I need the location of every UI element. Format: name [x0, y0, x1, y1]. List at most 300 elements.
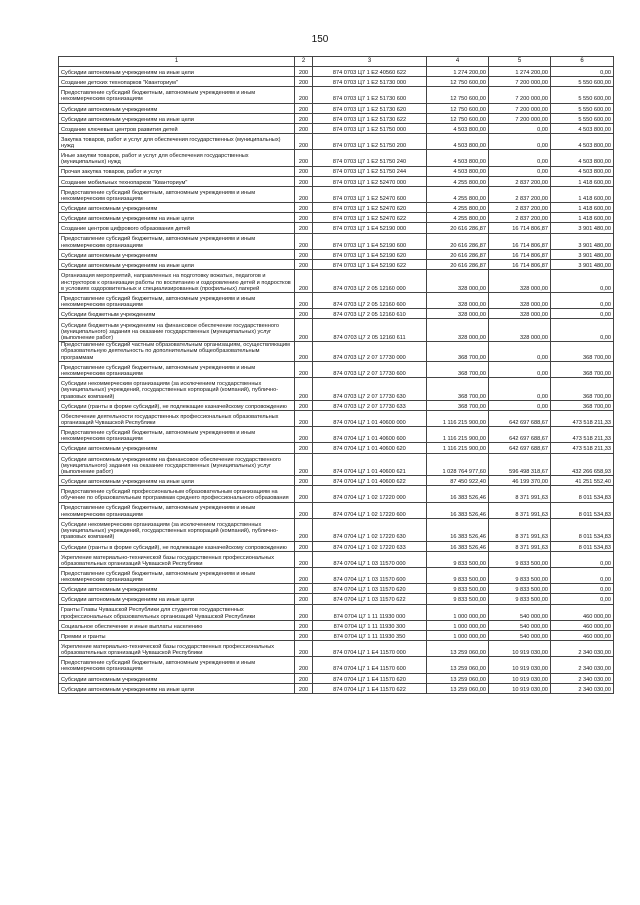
row-name-cell: Субсидии (гранты в форме субсидий), не подлежащие казначейскому сопровождению: [59, 541, 295, 551]
row-value-cell: 16 383 526,46: [427, 518, 489, 541]
row-value-cell: 200: [295, 453, 313, 476]
row-value-cell: 200: [295, 223, 313, 233]
row-value-cell: 9 833 500,00: [427, 584, 489, 594]
table-row: [59, 604, 614, 620]
row-value-cell: 368 700,00: [427, 361, 489, 377]
row-name-cell: Создание мобильных технопарков "Кванториум": [59, 176, 295, 186]
row-code-cell: 874 0703 Ц7 1 E2 51750 244: [313, 166, 427, 176]
row-value-cell: 1 418 600,00: [551, 186, 614, 202]
row-name-cell: Предоставление субсидий профессиональным образовательным организациям на обучение по образовательным программам среднего профессионального образования: [59, 486, 295, 502]
row-value-cell: 200: [295, 594, 313, 604]
row-code-cell: 874 0704 Ц7 1 01 40600 620: [313, 443, 427, 453]
row-value-cell: 13 259 060,00: [427, 657, 489, 673]
row-value-cell: 1 000 000,00: [427, 620, 489, 630]
row-value-cell: 4 503 800,00: [551, 134, 614, 150]
row-value-cell: 540 000,00: [489, 630, 551, 640]
row-value-cell: 8 371 991,63: [489, 518, 551, 541]
row-name-cell: Укрепление материально-технической базы государственных профессиональных образовательных организаций Чувашской Республики: [59, 641, 295, 657]
row-value-cell: 5 550 600,00: [551, 103, 614, 113]
row-name-cell: Создание центров цифрового образования детей: [59, 223, 295, 233]
row-value-cell: 200: [295, 427, 313, 443]
page-number: 150: [311, 34, 329, 45]
row-value-cell: 87 450 922,40: [427, 476, 489, 486]
table-row: [59, 203, 614, 213]
row-code-cell: 874 0703 Ц7 2 05 12160 610: [313, 309, 427, 319]
table-row: [59, 342, 614, 362]
row-value-cell: 0,00: [551, 292, 614, 308]
table-row: [59, 518, 614, 541]
row-name-cell: Субсидии бюджетным учреждениям на финансовое обеспечение государственного (муниципального) задания на оказание государственных (муниципальных) услуг (выполнение работ): [59, 319, 295, 342]
row-value-cell: 200: [295, 604, 313, 620]
row-value-cell: 596 498 318,67: [489, 453, 551, 476]
row-code-cell: 874 0704 Ц7 1 01 40600 621: [313, 453, 427, 476]
row-value-cell: 200: [295, 166, 313, 176]
row-name-cell: Субсидии некоммерческим организациям (за исключением государственных (муниципальных) учреждений, государственных корпораций (компаний), публично-правовых компаний): [59, 377, 295, 400]
table-row: [59, 233, 614, 249]
table-row: [59, 67, 614, 77]
row-value-cell: 1 418 600,00: [551, 203, 614, 213]
row-value-cell: 200: [295, 486, 313, 502]
row-code-cell: 874 0703 Ц7 2 07 17730 600: [313, 361, 427, 377]
table-row: [59, 641, 614, 657]
row-name-cell: Субсидии автономным учреждениям: [59, 584, 295, 594]
row-name-cell: Субсидии бюджетным учреждениям: [59, 309, 295, 319]
row-value-cell: 0,00: [551, 270, 614, 293]
row-value-cell: 473 518 211,33: [551, 410, 614, 426]
header-cell: 4: [427, 57, 489, 67]
row-value-cell: 200: [295, 103, 313, 113]
row-name-cell: Субсидии автономным учреждениям: [59, 443, 295, 453]
row-code-cell: 874 0703 Ц7 1 E2 51730 622: [313, 113, 427, 123]
row-name-cell: Субсидии автономным учреждениям на иные цели: [59, 476, 295, 486]
row-value-cell: 0,00: [551, 67, 614, 77]
row-name-cell: Предоставление субсидий бюджетным, автономным учреждениям и иным некоммерческим организациям: [59, 186, 295, 202]
row-value-cell: 1 028 764 977,60: [427, 453, 489, 476]
row-code-cell: 874 0704 Ц7 1 E4 11570 622: [313, 683, 427, 693]
row-value-cell: 200: [295, 176, 313, 186]
row-value-cell: 200: [295, 319, 313, 342]
row-value-cell: 4 255 800,00: [427, 213, 489, 223]
row-code-cell: 874 0703 Ц7 1 E2 52470 600: [313, 186, 427, 202]
row-value-cell: 1 274 200,00: [427, 67, 489, 77]
row-value-cell: 200: [295, 134, 313, 150]
table-row: [59, 249, 614, 259]
row-value-cell: 0,00: [489, 342, 551, 362]
row-code-cell: 874 0703 Ц7 2 07 17730 633: [313, 400, 427, 410]
row-value-cell: 1 116 215 900,00: [427, 427, 489, 443]
row-code-cell: 874 0704 Ц7 1 E4 11570 600: [313, 657, 427, 673]
table-row: [59, 486, 614, 502]
table-row: [59, 103, 614, 113]
row-value-cell: 9 833 500,00: [489, 584, 551, 594]
row-value-cell: 200: [295, 292, 313, 308]
row-value-cell: 200: [295, 67, 313, 77]
row-value-cell: 368 700,00: [551, 377, 614, 400]
row-value-cell: 13 259 060,00: [427, 641, 489, 657]
row-name-cell: Субсидии автономным учреждениям на иные цели: [59, 683, 295, 693]
row-value-cell: 4 503 800,00: [551, 166, 614, 176]
row-value-cell: 2 340 030,00: [551, 641, 614, 657]
row-code-cell: 874 0703 Ц7 2 07 17730 630: [313, 377, 427, 400]
row-value-cell: 368 700,00: [551, 342, 614, 362]
table-row: [59, 453, 614, 476]
row-value-cell: 200: [295, 309, 313, 319]
row-value-cell: 368 700,00: [427, 400, 489, 410]
row-name-cell: Создание детских технопарков "Кванториум": [59, 77, 295, 87]
row-value-cell: 200: [295, 213, 313, 223]
row-value-cell: 9 833 500,00: [427, 551, 489, 567]
row-value-cell: 200: [295, 541, 313, 551]
row-value-cell: 2 837 200,00: [489, 203, 551, 213]
row-name-cell: Создание ключевых центров развития детей: [59, 123, 295, 133]
row-code-cell: 874 0703 Ц7 1 E4 52190 000: [313, 223, 427, 233]
row-value-cell: 200: [295, 410, 313, 426]
row-value-cell: 200: [295, 150, 313, 166]
row-value-cell: 5 550 600,00: [551, 77, 614, 87]
row-value-cell: 200: [295, 342, 313, 362]
row-value-cell: 642 697 688,67: [489, 443, 551, 453]
row-value-cell: 200: [295, 87, 313, 103]
row-code-cell: 874 0703 Ц7 1 E2 52470 622: [313, 213, 427, 223]
row-value-cell: 20 616 286,87: [427, 223, 489, 233]
table-row: [59, 377, 614, 400]
table-row: [59, 361, 614, 377]
row-value-cell: 10 919 030,00: [489, 683, 551, 693]
row-value-cell: 12 750 600,00: [427, 103, 489, 113]
row-value-cell: 20 616 286,87: [427, 249, 489, 259]
row-code-cell: 874 0703 Ц7 1 E2 51730 620: [313, 103, 427, 113]
row-value-cell: 9 833 500,00: [489, 568, 551, 584]
row-value-cell: 8 371 991,63: [489, 541, 551, 551]
table-row: [59, 113, 614, 123]
row-value-cell: 8 011 534,83: [551, 541, 614, 551]
row-value-cell: 41 251 552,40: [551, 476, 614, 486]
row-value-cell: 328 000,00: [489, 270, 551, 293]
row-name-cell: Субсидии автономным учреждениям: [59, 673, 295, 683]
table-header-row: [59, 57, 614, 67]
row-code-cell: 874 0703 Ц7 2 05 12160 000: [313, 270, 427, 293]
row-code-cell: 874 0704 Ц7 1 02 17220 000: [313, 486, 427, 502]
row-value-cell: 0,00: [551, 594, 614, 604]
row-value-cell: 642 697 688,67: [489, 410, 551, 426]
table-row: [59, 223, 614, 233]
row-name-cell: Субсидии автономным учреждениям на иные цели: [59, 113, 295, 123]
table-row: [59, 166, 614, 176]
table-row: [59, 541, 614, 551]
budget-table: [58, 56, 614, 694]
row-name-cell: Субсидии автономным учреждениям на иные цели: [59, 260, 295, 270]
table-row: [59, 673, 614, 683]
row-name-cell: Предоставление субсидий бюджетным, автономным учреждениям и иным некоммерческим организациям: [59, 233, 295, 249]
row-value-cell: 0,00: [489, 134, 551, 150]
row-name-cell: Прочая закупка товаров, работ и услуг: [59, 166, 295, 176]
row-value-cell: 328 000,00: [427, 292, 489, 308]
row-value-cell: 16 383 526,46: [427, 486, 489, 502]
row-value-cell: 16 383 526,46: [427, 502, 489, 518]
row-name-cell: Предоставление субсидий бюджетным, автономным учреждениям и иным некоммерческим организациям: [59, 568, 295, 584]
table-row: [59, 584, 614, 594]
row-name-cell: Субсидии автономным учреждениям: [59, 103, 295, 113]
row-code-cell: 874 0703 Ц7 1 E4 52190 600: [313, 233, 427, 249]
row-name-cell: Премии и гранты: [59, 630, 295, 640]
row-value-cell: 200: [295, 518, 313, 541]
row-value-cell: 1 000 000,00: [427, 604, 489, 620]
row-value-cell: 328 000,00: [427, 270, 489, 293]
row-value-cell: 328 000,00: [489, 292, 551, 308]
row-value-cell: 1 418 600,00: [551, 213, 614, 223]
row-value-cell: 200: [295, 203, 313, 213]
row-code-cell: 874 0703 Ц7 1 E2 51730 600: [313, 87, 427, 103]
table-row: [59, 476, 614, 486]
row-value-cell: 0,00: [551, 584, 614, 594]
row-value-cell: 200: [295, 641, 313, 657]
row-value-cell: 7 200 000,00: [489, 113, 551, 123]
row-code-cell: 874 0704 Ц7 1 03 11570 600: [313, 568, 427, 584]
table-row: [59, 87, 614, 103]
row-value-cell: 4 503 800,00: [551, 150, 614, 166]
row-value-cell: 8 371 991,63: [489, 486, 551, 502]
row-value-cell: 0,00: [551, 319, 614, 342]
row-code-cell: 874 0704 Ц7 1 03 11570 620: [313, 584, 427, 594]
row-code-cell: 874 0703 Ц7 2 07 17730 000: [313, 342, 427, 362]
row-code-cell: 874 0704 Ц7 1 11 11930 000: [313, 604, 427, 620]
row-value-cell: 200: [295, 77, 313, 87]
table-row: [59, 309, 614, 319]
row-code-cell: 874 0703 Ц7 1 E2 40560 622: [313, 67, 427, 77]
row-value-cell: 1 116 215 900,00: [427, 410, 489, 426]
row-code-cell: 874 0703 Ц7 1 E4 52190 620: [313, 249, 427, 259]
table-row: [59, 400, 614, 410]
row-value-cell: 200: [295, 123, 313, 133]
row-value-cell: 328 000,00: [427, 309, 489, 319]
table-row: [59, 77, 614, 87]
row-value-cell: 473 518 211,33: [551, 443, 614, 453]
row-name-cell: Субсидии (гранты в форме субсидий), не подлежащие казначейскому сопровождению: [59, 400, 295, 410]
row-value-cell: 3 901 480,00: [551, 223, 614, 233]
row-value-cell: 460 000,00: [551, 604, 614, 620]
table-row: [59, 594, 614, 604]
row-value-cell: 16 714 806,87: [489, 260, 551, 270]
row-value-cell: 0,00: [489, 166, 551, 176]
table-row: [59, 502, 614, 518]
row-value-cell: 7 200 000,00: [489, 87, 551, 103]
table-row: [59, 568, 614, 584]
row-value-cell: 0,00: [551, 309, 614, 319]
row-value-cell: 200: [295, 113, 313, 123]
row-value-cell: 1 274 200,00: [489, 67, 551, 77]
row-value-cell: 200: [295, 620, 313, 630]
row-name-cell: Предоставление субсидий бюджетным, автономным учреждениям и иным некоммерческим организациям: [59, 657, 295, 673]
row-code-cell: 874 0704 Ц7 1 01 40600 000: [313, 410, 427, 426]
table-row: [59, 134, 614, 150]
table-row: [59, 551, 614, 567]
row-value-cell: 328 000,00: [489, 309, 551, 319]
row-value-cell: 328 000,00: [489, 319, 551, 342]
row-value-cell: 46 199 370,00: [489, 476, 551, 486]
row-value-cell: 0,00: [489, 123, 551, 133]
table-row: [59, 410, 614, 426]
row-value-cell: 200: [295, 260, 313, 270]
row-code-cell: 874 0704 Ц7 1 01 40600 600: [313, 427, 427, 443]
row-code-cell: 874 0704 Ц7 1 11 11930 300: [313, 620, 427, 630]
table-row: [59, 292, 614, 308]
row-value-cell: 1 000 000,00: [427, 630, 489, 640]
row-value-cell: 2 837 200,00: [489, 186, 551, 202]
row-name-cell: Иные закупки товаров, работ и услуг для обеспечения государственных (муниципальных) нужд: [59, 150, 295, 166]
row-name-cell: Субсидии автономным учреждениям на иные цели: [59, 213, 295, 223]
row-value-cell: 200: [295, 568, 313, 584]
row-value-cell: 3 901 480,00: [551, 260, 614, 270]
table-row: [59, 319, 614, 342]
row-name-cell: Организация мероприятий, направленных на подготовку вожатых, педагогов и инструкторов к организации работы по воспитанию и оздоровлению детей и подростков в условиях оздоровительных и специализированных (профильных) лагерей: [59, 270, 295, 293]
table-row: [59, 657, 614, 673]
row-code-cell: 874 0704 Ц7 1 03 11570 622: [313, 594, 427, 604]
row-value-cell: 16 383 526,46: [427, 541, 489, 551]
row-code-cell: 874 0704 Ц7 1 02 17220 630: [313, 518, 427, 541]
row-value-cell: 368 700,00: [551, 400, 614, 410]
row-name-cell: Субсидии автономным учреждениям на финансовое обеспечение государственного (муниципального) задания на оказание государственных (муниципальных) услуг (выполнение работ): [59, 453, 295, 476]
row-name-cell: Предоставление субсидий бюджетным, автономным учреждениям и иным некоммерческим организациям: [59, 502, 295, 518]
row-value-cell: 0,00: [489, 150, 551, 166]
row-value-cell: 368 700,00: [551, 361, 614, 377]
row-value-cell: 13 259 060,00: [427, 683, 489, 693]
row-value-cell: 200: [295, 377, 313, 400]
row-name-cell: Субсидии автономным учреждениям на иные цели: [59, 594, 295, 604]
row-name-cell: Субсидии автономным учреждениям: [59, 203, 295, 213]
row-code-cell: 874 0704 Ц7 1 01 40600 622: [313, 476, 427, 486]
row-value-cell: 9 833 500,00: [489, 594, 551, 604]
row-name-cell: Предоставление субсидий бюджетным, автономным учреждениям и иным некоммерческим организациям: [59, 427, 295, 443]
row-value-cell: 9 833 500,00: [427, 568, 489, 584]
row-value-cell: 200: [295, 673, 313, 683]
header-cell: 3: [313, 57, 427, 67]
row-value-cell: 460 000,00: [551, 630, 614, 640]
table-row: [59, 186, 614, 202]
table-row: [59, 683, 614, 693]
row-value-cell: 200: [295, 630, 313, 640]
row-name-cell: Обеспечение деятельности государственных профессиональных образовательных организаций Чувашской Республики: [59, 410, 295, 426]
row-value-cell: 0,00: [551, 551, 614, 567]
row-value-cell: 5 550 600,00: [551, 113, 614, 123]
row-value-cell: 200: [295, 270, 313, 293]
row-code-cell: 874 0703 Ц7 2 05 12160 600: [313, 292, 427, 308]
row-value-cell: 368 700,00: [427, 342, 489, 362]
header-cell: 6: [551, 57, 614, 67]
row-value-cell: 3 901 480,00: [551, 233, 614, 249]
row-value-cell: 4 503 800,00: [427, 150, 489, 166]
row-code-cell: 874 0704 Ц7 1 E4 11570 000: [313, 641, 427, 657]
row-name-cell: Гранты Главы Чувашской Республики для студентов государственных профессиональных образовательных организаций Чувашской Республики: [59, 604, 295, 620]
row-value-cell: 1 418 600,00: [551, 176, 614, 186]
row-value-cell: 16 714 806,87: [489, 233, 551, 249]
row-value-cell: 642 697 688,67: [489, 427, 551, 443]
row-value-cell: 200: [295, 186, 313, 202]
row-value-cell: 200: [295, 361, 313, 377]
row-name-cell: Закупка товаров, работ и услуг для обеспечения государственных (муниципальных) нужд: [59, 134, 295, 150]
row-value-cell: 200: [295, 502, 313, 518]
row-code-cell: 874 0704 Ц7 1 E4 11570 620: [313, 673, 427, 683]
row-value-cell: 12 750 600,00: [427, 87, 489, 103]
row-value-cell: 10 919 030,00: [489, 673, 551, 683]
row-value-cell: 4 255 800,00: [427, 176, 489, 186]
row-name-cell: Субсидии автономным учреждениям: [59, 249, 295, 259]
row-name-cell: Предоставление субсидий бюджетным, автономным учреждениям и иным некоммерческим организациям: [59, 361, 295, 377]
row-value-cell: 200: [295, 657, 313, 673]
row-value-cell: 12 750 600,00: [427, 77, 489, 87]
row-code-cell: 874 0703 Ц7 1 E2 52470 000: [313, 176, 427, 186]
row-value-cell: 200: [295, 551, 313, 567]
row-value-cell: 8 011 534,83: [551, 502, 614, 518]
table-row: [59, 150, 614, 166]
header-cell: 2: [295, 57, 313, 67]
row-value-cell: 540 000,00: [489, 604, 551, 620]
row-value-cell: 5 550 600,00: [551, 87, 614, 103]
row-code-cell: 874 0703 Ц7 1 E2 51750 240: [313, 150, 427, 166]
table-row: [59, 443, 614, 453]
row-value-cell: 200: [295, 443, 313, 453]
row-value-cell: 0,00: [551, 568, 614, 584]
table-row: [59, 630, 614, 640]
table-row: [59, 270, 614, 293]
row-value-cell: 328 000,00: [427, 319, 489, 342]
row-value-cell: 0,00: [489, 377, 551, 400]
row-value-cell: 4 255 800,00: [427, 203, 489, 213]
row-value-cell: 4 503 800,00: [427, 123, 489, 133]
row-value-cell: 10 919 030,00: [489, 641, 551, 657]
row-value-cell: 4 255 800,00: [427, 186, 489, 202]
row-value-cell: 3 901 480,00: [551, 249, 614, 259]
row-value-cell: 13 259 060,00: [427, 673, 489, 683]
row-value-cell: 473 518 211,33: [551, 427, 614, 443]
row-value-cell: 7 200 000,00: [489, 77, 551, 87]
row-value-cell: 9 833 500,00: [489, 551, 551, 567]
row-value-cell: 0,00: [489, 361, 551, 377]
row-code-cell: 874 0703 Ц7 1 E2 52470 620: [313, 203, 427, 213]
table-row: [59, 620, 614, 630]
row-value-cell: 10 919 030,00: [489, 657, 551, 673]
row-value-cell: 4 503 800,00: [551, 123, 614, 133]
row-value-cell: 540 000,00: [489, 620, 551, 630]
row-value-cell: 2 837 200,00: [489, 176, 551, 186]
row-value-cell: 432 266 658,93: [551, 453, 614, 476]
row-code-cell: 874 0703 Ц7 1 E2 51750 000: [313, 123, 427, 133]
row-code-cell: 874 0703 Ц7 1 E4 52190 622: [313, 260, 427, 270]
row-value-cell: 20 616 286,87: [427, 233, 489, 249]
header-cell: 1: [59, 57, 295, 67]
row-value-cell: 8 011 534,83: [551, 486, 614, 502]
table-row: [59, 123, 614, 133]
row-value-cell: 200: [295, 400, 313, 410]
row-value-cell: 200: [295, 584, 313, 594]
row-code-cell: 874 0703 Ц7 1 E2 51730 000: [313, 77, 427, 87]
row-value-cell: 0,00: [489, 400, 551, 410]
header-cell: 5: [489, 57, 551, 67]
row-value-cell: 200: [295, 233, 313, 249]
row-value-cell: 12 750 600,00: [427, 113, 489, 123]
row-code-cell: 874 0704 Ц7 1 11 11930 350: [313, 630, 427, 640]
row-name-cell: Социальное обеспечение и иные выплаты населению: [59, 620, 295, 630]
row-code-cell: 874 0703 Ц7 2 05 12160 611: [313, 319, 427, 342]
row-value-cell: 460 000,00: [551, 620, 614, 630]
row-value-cell: 2 340 030,00: [551, 673, 614, 683]
row-value-cell: 2 837 200,00: [489, 213, 551, 223]
row-value-cell: 7 200 000,00: [489, 103, 551, 113]
row-value-cell: 200: [295, 249, 313, 259]
row-name-cell: Предоставление субсидий бюджетным, автономным учреждениям и иным некоммерческим организациям: [59, 87, 295, 103]
row-name-cell: Предоставление субсидий бюджетным, автономным учреждениям и иным некоммерческим организациям: [59, 292, 295, 308]
row-value-cell: 4 503 800,00: [427, 166, 489, 176]
row-value-cell: 16 714 806,87: [489, 223, 551, 233]
